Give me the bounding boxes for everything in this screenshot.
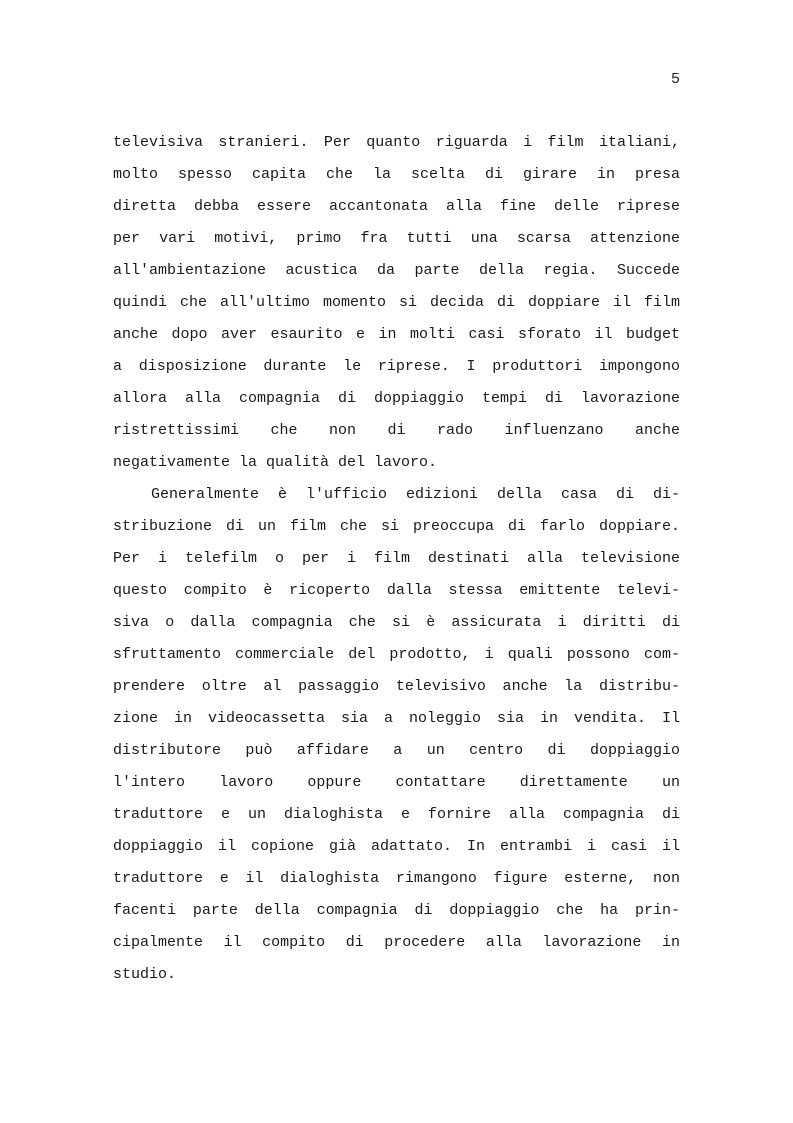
text-line: all'ambientazione acustica da parte della regia. Succede [113, 262, 680, 279]
text-line: l'intero lavoro oppure contattare direttamente un [113, 774, 680, 791]
text-line: traduttore e un dialoghista e fornire alla compagnia di [113, 806, 680, 823]
text-line: allora alla compagnia di doppiaggio tempi di lavorazione [113, 390, 680, 407]
text-line: sfruttamento commerciale del prodotto, i quali possono com- [113, 646, 680, 663]
text-line: Per i telefilm o per i film destinati alla televisione [113, 550, 680, 567]
text-line: anche dopo aver esaurito e in molti casi sforato il budget [113, 326, 680, 343]
text-line: quindi che all'ultimo momento si decida di doppiare il film [113, 294, 680, 311]
text-line: cipalmente il compito di procedere alla lavorazione in [113, 934, 680, 951]
text-line: ristrettissimi che non di rado influenzano anche [113, 422, 680, 439]
text-line: doppiaggio il copione già adattato. In entrambi i casi il [113, 838, 680, 855]
text-line: stribuzione di un film che si preoccupa di farlo doppiare. [113, 518, 680, 535]
text-line: televisiva stranieri. Per quanto riguarda i film italiani, [113, 134, 680, 151]
text-line: per vari motivi, primo fra tutti una scarsa attenzione [113, 230, 680, 247]
text-line: molto spesso capita che la scelta di girare in presa [113, 166, 680, 183]
text-line: distributore può affidare a un centro di doppiaggio [113, 742, 680, 759]
text-line: traduttore e il dialoghista rimangono figure esterne, non [113, 870, 680, 887]
paragraph-last-line: negativamente la qualità del lavoro. [113, 454, 438, 471]
page-number: 5 [670, 71, 680, 88]
text-line: questo compito è ricoperto dalla stessa emittente televi- [113, 582, 680, 599]
paragraph-first-line: Generalmente è l'ufficio edizioni della casa di di- [151, 486, 680, 503]
text-line: zione in videocassetta sia a noleggio sia in vendita. Il [113, 710, 680, 727]
paragraph-last-line: studio. [113, 966, 177, 983]
text-line: facenti parte della compagnia di doppiaggio che ha prin- [113, 902, 680, 919]
text-line: siva o dalla compagnia che si è assicurata i diritti di [113, 614, 680, 631]
text-line: prendere oltre al passaggio televisivo anche la distribu- [113, 678, 680, 695]
body-text [113, 132, 680, 996]
text-line: a disposizione durante le riprese. I produttori impongono [113, 358, 680, 375]
text-line: diretta debba essere accantonata alla fine delle riprese [113, 198, 680, 215]
